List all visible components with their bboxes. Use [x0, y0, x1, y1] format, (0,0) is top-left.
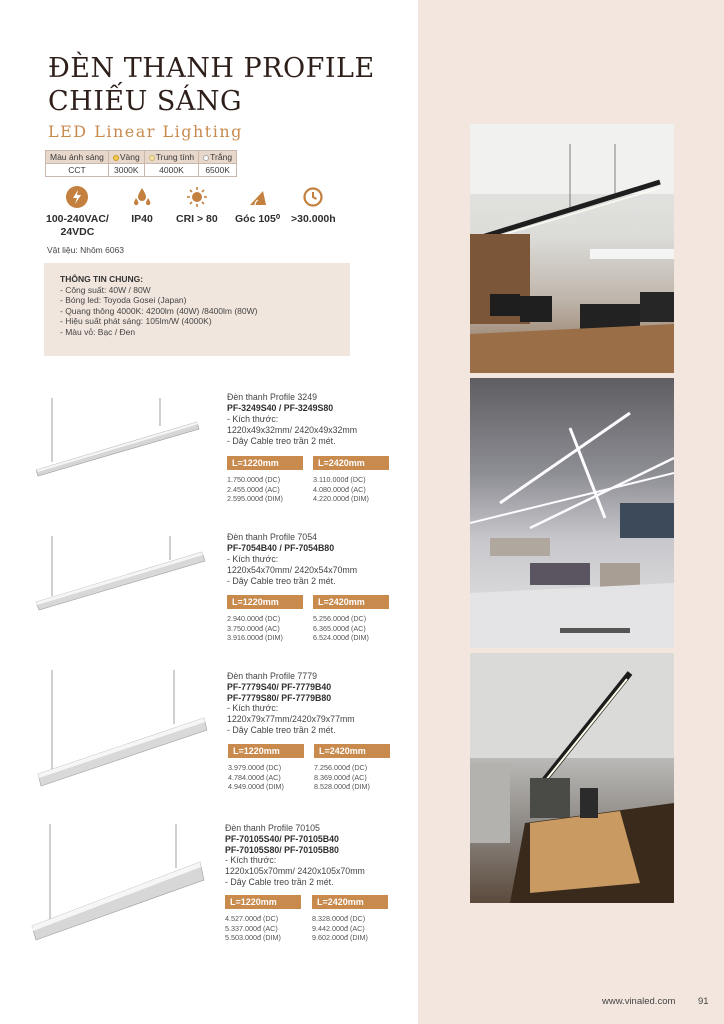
page-number: 91: [698, 996, 709, 1007]
price-long-label: L=2420mm: [313, 456, 389, 470]
price-line: 8.369.000đ (AC): [314, 772, 367, 782]
price-short: [227, 595, 303, 643]
clock-icon: [302, 186, 324, 208]
spec-voltage: 100-240VAC/ 24VDC: [46, 186, 109, 239]
neutral-dot-icon: [149, 155, 155, 161]
product-codes: PF-70105S40/ PF-70105B40 PF-70105S80/ PF-70105B80: [225, 834, 339, 855]
lamp-profile-7054-image: [30, 534, 210, 614]
price-long: [314, 744, 390, 792]
price-line: 5.337.000đ (AC): [225, 923, 278, 933]
price-long-label: L=2420mm: [312, 895, 388, 909]
spec-beam-angle: Góc 105⁰: [235, 186, 280, 226]
price-line: 3.916.000đ (DIM): [227, 633, 283, 642]
price-short: [225, 895, 301, 943]
product-description: - Kích thước: 1220x79x77mm/2420x79x77mm - Dây Cable treo trần 2 mét.: [227, 703, 355, 735]
product-codes: PF-7779S40/ PF-7779B40 PF-7779S80/ PF-7779B80: [227, 682, 332, 703]
price-short-label: L=1220mm: [225, 895, 301, 909]
price-line: 9.602.000đ (DIM): [312, 933, 368, 942]
price-long: [313, 595, 389, 643]
price-long-label: L=2420mm: [314, 744, 390, 758]
sun-icon: [186, 186, 208, 208]
price-short-label: L=1220mm: [227, 456, 303, 470]
page-subtitle: LED Linear Lighting: [48, 122, 243, 141]
cct-label-cct: CCT: [46, 164, 109, 177]
cct-label-color: Màu ánh sáng: [46, 151, 109, 164]
general-info-item: - Hiệu suất phát sáng: 105lm/W (4000K): [60, 316, 212, 327]
showroom-photo: [470, 653, 674, 903]
cct-value-white: 6500K: [199, 164, 237, 177]
product-name: Đèn thanh Profile 7054: [227, 532, 317, 542]
spec-lifetime: >30.000h: [291, 186, 336, 226]
price-line: 2.940.000đ (DC): [227, 614, 281, 623]
general-info-item: - Công suất: 40W / 80W: [60, 284, 151, 295]
price-line: 2.595.000đ (DIM): [227, 494, 283, 503]
price-line: 3.750.000đ (AC): [227, 623, 280, 633]
price-line: 4.527.000đ (DC): [225, 914, 279, 923]
cct-col-warm: Vàng: [108, 151, 144, 164]
product-name: Đèn thanh Profile 7779: [227, 671, 317, 681]
price-short: [228, 744, 304, 792]
product-name: Đèn thanh Profile 70105: [225, 823, 320, 833]
price-line: 8.328.000đ (DC): [312, 914, 366, 923]
product-name: Đèn thanh Profile 3249: [227, 392, 317, 402]
product-description: - Kích thước: 1220x105x70mm/ 2420x105x70mm - Dây Cable treo trần 2 mét.: [225, 855, 365, 887]
price-line: 6.365.000đ (AC): [313, 623, 366, 633]
beam-angle-icon: [247, 186, 269, 208]
price-line: 4.949.000đ (DIM): [228, 782, 284, 791]
price-line: 6.524.000đ (DIM): [313, 633, 369, 642]
cct-col-white: Trắng: [199, 151, 237, 164]
spec-ip: IP40: [131, 186, 153, 226]
price-short: [227, 456, 303, 504]
price-long: [313, 456, 389, 504]
lightning-icon: [66, 186, 88, 208]
general-info-heading: THÔNG TIN CHUNG:: [60, 274, 144, 284]
warm-dot-icon: [113, 155, 119, 161]
lamp-profile-7779-image: [32, 668, 210, 788]
office-photo: [470, 124, 674, 373]
price-line: 5.503.000đ (DIM): [225, 933, 281, 942]
lamp-profile-70105-image: [28, 822, 208, 942]
gallery-photo: [470, 378, 674, 648]
price-line: 3.979.000đ (DC): [228, 763, 282, 772]
price-line: 8.528.000đ (DIM): [314, 782, 370, 791]
page-title: ĐÈN THANH PROFILE CHIẾU SÁNG: [48, 53, 375, 117]
general-info-item: - Quang thông 4000K: 4200lm (40W) /8400lm (80W): [60, 305, 258, 316]
water-drops-icon: [131, 186, 153, 208]
price-line: 4.784.000đ (AC): [228, 772, 281, 782]
general-info-box: [44, 263, 350, 356]
spec-cri: CRI > 80: [176, 186, 218, 226]
product-description: - Kích thước: 1220x54x70mm/ 2420x54x70mm - Dây Cable treo trần 2 mét.: [227, 554, 358, 586]
material-text: Vật liệu: Nhôm 6063: [47, 245, 125, 255]
price-line: 7.256.000đ (DC): [314, 763, 368, 772]
price-line: 9.442.000đ (AC): [312, 923, 365, 933]
general-info-item: - Màu vỏ: Bạc / Đen: [60, 326, 136, 337]
white-dot-icon: [203, 155, 209, 161]
cct-value-neutral: 4000K: [144, 164, 198, 177]
price-short-label: L=1220mm: [227, 595, 303, 609]
cct-table: [45, 150, 237, 177]
lamp-profile-3249-image: [30, 396, 205, 480]
price-long-label: L=2420mm: [313, 595, 389, 609]
cct-value-warm: 3000K: [108, 164, 144, 177]
price-long: [312, 895, 388, 943]
general-info-item: - Bóng led: Toyoda Gosei (Japan): [60, 295, 187, 306]
product-codes: PF-3249S40 / PF-3249S80: [227, 403, 334, 413]
price-line: 2.455.000đ (AC): [227, 484, 280, 494]
product-description: - Kích thước: 1220x49x32mm/ 2420x49x32mm - Dây Cable treo trần 2 mét.: [227, 414, 358, 446]
price-line: 5.256.000đ (DC): [313, 614, 367, 623]
price-line: 3.110.000đ (DC): [313, 475, 366, 484]
price-short-label: L=1220mm: [228, 744, 304, 758]
product-codes: PF-7054B40 / PF-7054B80: [227, 543, 335, 553]
price-line: 4.220.000đ (DIM): [313, 494, 369, 503]
cct-col-neutral: Trung tính: [144, 151, 198, 164]
website-link[interactable]: www.vinaled.com: [602, 996, 676, 1007]
price-line: 4.080.000đ (AC): [313, 484, 366, 494]
price-line: 1.750.000đ (DC): [227, 475, 281, 484]
